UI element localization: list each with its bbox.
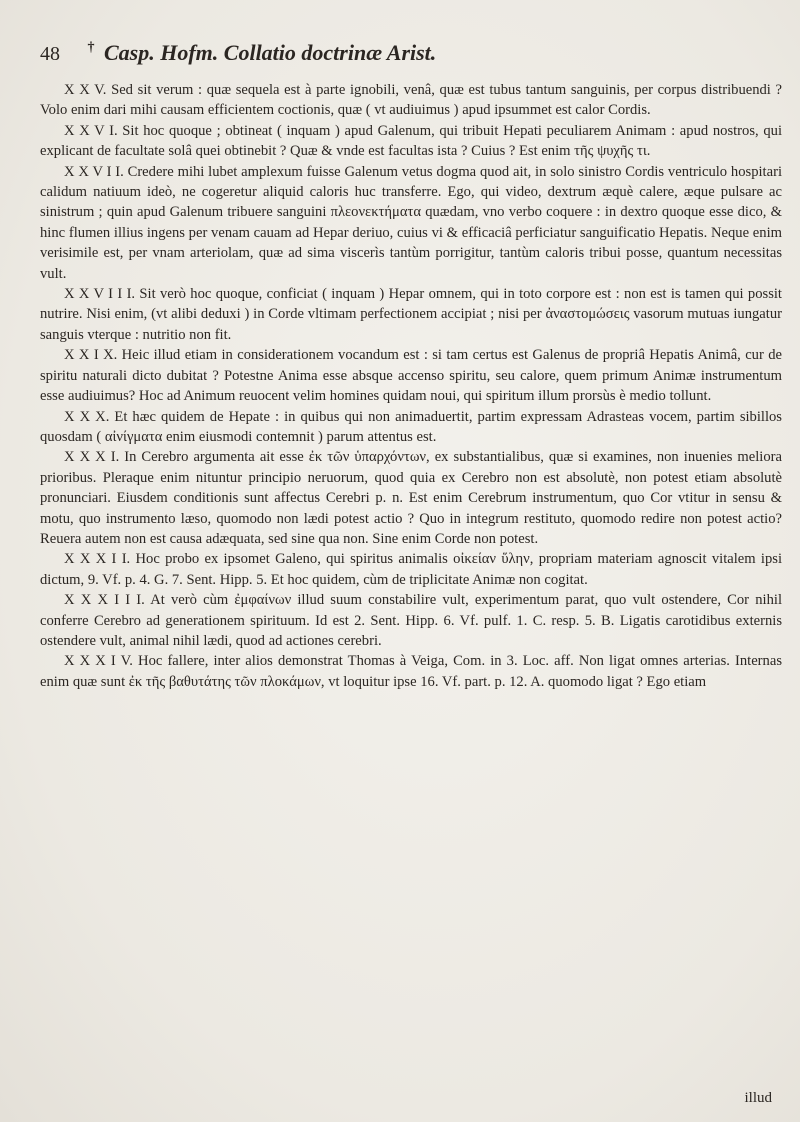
running-header xyxy=(40,40,740,74)
body-text xyxy=(40,80,782,692)
paragraph-28: X X V I I I. Sit verò hoc quoque, conficiat ( inquam ) Hepar omnem, qui in toto corpore est : non est is tamen qui possit nutrire. Nisi enim, (vt alibi deduxi ) in Corde vltimam perfectionem accipiat ; nisi per ἀναστομώσεις vasorum mutuas iungatur sanguis vterque : nutritio non fit. xyxy=(40,286,782,343)
paragraph-30: X X X. Et hæc quidem de Hepate : in quibus qui non animaduertit, partim expressam Adrasteas vocem, partim sibillos quosdam ( αἰνίγματα enim eiusmodi contemnit ) parum attentus est. xyxy=(40,408,782,445)
paragraph-25: X X V. Sed sit verum : quæ sequela est à parte ignobili, venâ, quæ est tubus tantum sanguinis, per corpus distribuendi ? Volo enim dari mihi causam efficientem coctionis, quæ ( vt audiuimus ) apud ipsummet est calor Cordis. xyxy=(40,82,782,119)
paragraph-29: X X I X. Heic illud etiam in considerationem vocandum est : si tam certus est Galenus de propriâ Hepatis Animâ, cur de spiritu naturali dicto dubitat ? Potestne Anima esse absque accenso spiritu, seu calore, quem primum Animæ instrumentum esse audiuimus? Hoc ad Animum reuocent velim homines quidam noui, qui spiritum illum prorsùs è medio tollunt. xyxy=(40,347,782,405)
paragraph-33: X X X I I I. At verò cùm ἐμφαίνων illud suum constabilire vult, experimentum parat, quo vult ostendere, Cor nihil conferre Cerebro ad generationem spirituum. Id est 2. Sent. Hipp. 6. Vf. pulf. 1. C. resp. 5. B. Ligatis carotidibus externis ostendere vult, animal nihil lædi, quod ad actiones cerebri. xyxy=(40,592,782,649)
catchword: illud xyxy=(744,1090,772,1106)
paragraph-32: X X X I I. Hoc probo ex ipsomet Galeno, qui spiritus animalis οἰκείαν ὕλην, propriam materiam agnoscit vitalem ipsi dictum, 9. Vf. p. 4. G. 7. Sent. Hipp. 5. Et hoc quidem, cùm de triplicitate Animæ non cogitat. xyxy=(40,551,782,588)
paragraph-26: X X V I. Sit hoc quoque ; obtineat ( inquam ) apud Galenum, qui tribuit Hepati peculiarem Animam : apud nostros, qui explicant de facultate solâ quei obtinebit ? Quæ & vnde est facultas ista ? Cuius ? Est enim τῆς ψυχῆς τι. xyxy=(40,122,782,160)
paragraph-27: X X V I I. Credere mihi lubet amplexum fuisse Galenum vetus dogma quod ait, in solo sinistro Cordis ventriculo hospitari calidum natiuum ideò, ne cogeretur aliquid caloris huc transferre. Ego, qui video, dextrum æquè calere, æque pulsare ac sinistrum ; quin apud Galenum tribuere sanguini πλεονεκτήματα quædam, vno verbo coquere : in dextro quoque esse dico, & hinc flumen illius ingens per venam cauam ad Hepar deriuo, cuius vi & efficaciâ perficiatur sanguificatio Hepatis. Neque enim verisimile est, per vnam arteriolam, quæ ad sima viscerìs tantùm porrigitur, tantùm caloris tribui posse, quantum necessitas vult. xyxy=(40,163,782,282)
page-number: 48 xyxy=(40,43,60,65)
dagger-mark: † xyxy=(87,40,95,55)
paragraph-34: X X X I V. Hoc fallere, inter alios demonstrat Thomas à Veiga, Com. in 3. Loc. aff. Non ligat omnes arterias. Internas enim quæ sunt ἐκ τῆς βαθυτάτης τῶν πλοκάμων, vt loquitur ipse 16. Vf. part. p. 12. A. quomodo ligat ? Ego etiam xyxy=(40,653,782,690)
paragraph-31: X X X I. In Cerebro argumenta ait esse ἐκ τῶν ὑπαρχόντων, ex substantialibus, quæ si examines, non inuenies meliora prioribus. Pleraque enim nituntur principio neruorum, quod quia ex Cerebro non est absolutè, non potest etiam absolutè pronunciari. Eiusdem conditionis sunt affectus Cerebri p. n. Est enim Cerebrum instrumentum, quo Cor vtitur in sensu & motu, quo instrumento læso, quomodo non lædi potest actio ? Quo in integrum restituto, quomodo redire non potest actio? Reuera autem non est causa adæquata, sed sine qua non. Sine enim Corde non potest. xyxy=(40,449,782,547)
running-title: Casp. Hofm. Collatio doctrinæ Arist. xyxy=(104,40,437,65)
